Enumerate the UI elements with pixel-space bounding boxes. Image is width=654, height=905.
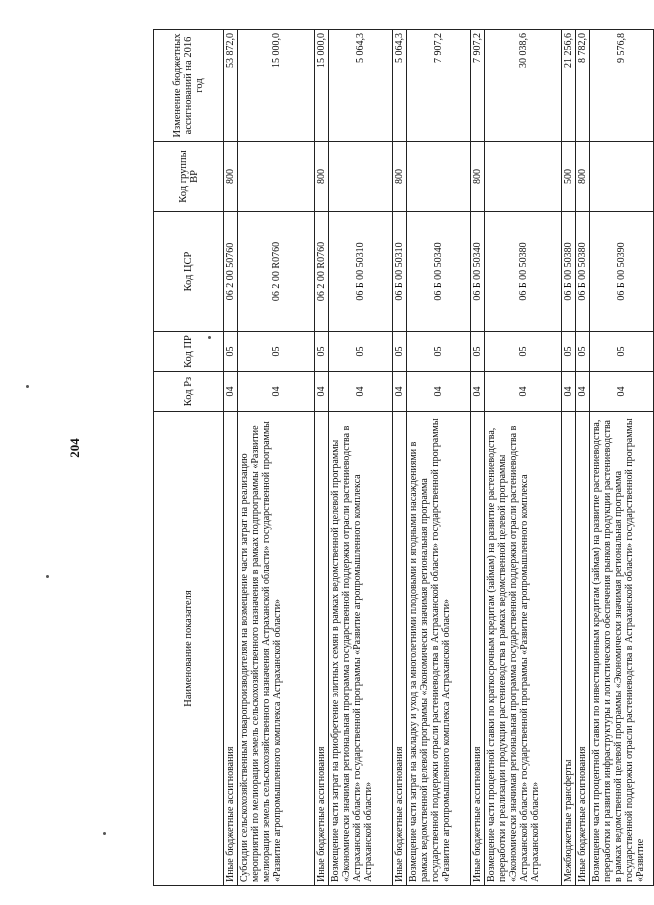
row-csr: 06 Б 00 50380 bbox=[485, 212, 562, 332]
row-vr bbox=[590, 142, 654, 212]
row-rz: 04 bbox=[329, 372, 393, 412]
row-csr: 06 Б 00 50390 bbox=[590, 212, 654, 332]
row-pr: 05 bbox=[393, 332, 407, 372]
row-vr: 800 bbox=[471, 142, 485, 212]
row-csr: 06 Б 00 50380 bbox=[576, 212, 590, 332]
row-vr: 800 bbox=[224, 142, 238, 212]
row-csr: 06 2 00 R0760 bbox=[238, 212, 315, 332]
row-name: Возмещение части затрат на приобретение элитных семян в рамках ведомственной целевой программы «Экономически значимая региональная программа государственной поддержки отрасли растениеводства в Астраханской области» государственной программы «Развитие агропромышленного комплекса Астраханской области» bbox=[329, 412, 393, 886]
row-rz: 04 bbox=[590, 372, 654, 412]
header-row bbox=[154, 30, 224, 886]
row-name: Субсидии сельскохозяйственным товаропроизводителям на возмещение части затрат на реализацию мероприятий по мелиорации земель сельскохозяйственного назначения в рамках подпрограммы «Развитие мелиорации земель сельскохозяйственного назначения Астраханской области» государственной программы «Развитие агропромышленного комплекса Астраханской области» bbox=[238, 412, 315, 886]
table-row bbox=[238, 30, 315, 886]
row-pr: 05 bbox=[224, 332, 238, 372]
row-amount: 15 000,0 bbox=[238, 30, 315, 142]
header-name: Наименование показателя bbox=[154, 412, 224, 886]
row-rz: 04 bbox=[238, 372, 315, 412]
row-vr bbox=[407, 142, 471, 212]
row-rz: 04 bbox=[576, 372, 590, 412]
row-amount: 5 064,3 bbox=[393, 30, 407, 142]
row-name: Возмещение части процентной ставки по краткосрочным кредитам (займам) на развитие растениеводства, переработки и реализации продукции растениеводства в рамках ведомственной целевой программы «Экономически значимая региональная программа государственной поддержки отрасли растениеводства в Астраханской области» государственной программы «Развитие агропромышленного комплекса Астраханской области» bbox=[485, 412, 562, 886]
table-row bbox=[407, 30, 471, 886]
budget-table-container bbox=[153, 30, 646, 886]
row-pr: 05 bbox=[562, 332, 576, 372]
row-csr: 06 Б 00 50310 bbox=[329, 212, 393, 332]
row-pr: 05 bbox=[407, 332, 471, 372]
row-name: Межбюджетные трансферты bbox=[562, 412, 576, 886]
row-csr: 06 Б 00 50340 bbox=[471, 212, 485, 332]
row-rz: 04 bbox=[393, 372, 407, 412]
row-pr: 05 bbox=[329, 332, 393, 372]
header-amount: Изменение бюджетных ассигнований на 2016 год bbox=[154, 30, 224, 142]
row-name: Иные бюджетные ассигнования bbox=[576, 412, 590, 886]
header-csr: Код ЦСР bbox=[154, 212, 224, 332]
row-csr: 06 Б 00 50340 bbox=[407, 212, 471, 332]
row-rz: 04 bbox=[407, 372, 471, 412]
table-row bbox=[562, 30, 576, 886]
row-pr: 05 bbox=[590, 332, 654, 372]
scan-dot bbox=[103, 832, 106, 835]
row-csr: 06 2 00 50760 bbox=[224, 212, 238, 332]
row-name: Возмещение части процентной ставки по инвестиционным кредитам (займам) на развитие растениеводства, переработки и развития инфраструктуры и логистического обеспечения рынков продукции растениеводства в рамках ведомственной целевой программы «Экономически значимая региональная программа государственной поддержки отрасли растениеводства в Астраханской области» государственной программы «Развитие bbox=[590, 412, 654, 886]
row-amount: 5 064,3 bbox=[329, 30, 393, 142]
row-amount: 15 000,0 bbox=[315, 30, 329, 142]
row-pr: 05 bbox=[471, 332, 485, 372]
row-csr: 06 Б 00 50310 bbox=[393, 212, 407, 332]
row-vr: 500 bbox=[562, 142, 576, 212]
rotated-sheet bbox=[153, 30, 646, 886]
row-pr: 05 bbox=[576, 332, 590, 372]
header-pr: Код ПР bbox=[154, 332, 224, 372]
row-name: Иные бюджетные ассигнования bbox=[224, 412, 238, 886]
row-name: Возмещение части затрат на закладку и уход за многолетними плодовыми и ягодными насаждениями в рамках ведомственной целевой программы «Экономически значимая региональная программа государственной поддержки отрасли растениеводства в Астраханской области» государственной программы «Развитие агропромышленного комплекса Астраханской области» bbox=[407, 412, 471, 886]
row-pr: 05 bbox=[315, 332, 329, 372]
scan-dot bbox=[26, 385, 29, 388]
row-rz: 04 bbox=[562, 372, 576, 412]
row-amount: 21 256,6 bbox=[562, 30, 576, 142]
row-pr: 05 bbox=[238, 332, 315, 372]
table-row bbox=[315, 30, 329, 886]
table-row bbox=[590, 30, 654, 886]
row-csr: 06 Б 00 50380 bbox=[562, 212, 576, 332]
header-vr: Код группы ВР bbox=[154, 142, 224, 212]
row-amount: 9 576,8 bbox=[590, 30, 654, 142]
scan-dot bbox=[46, 575, 49, 578]
table-row bbox=[329, 30, 393, 886]
row-amount: 7 907,2 bbox=[471, 30, 485, 142]
row-name: Иные бюджетные ассигнования bbox=[393, 412, 407, 886]
row-vr: 800 bbox=[576, 142, 590, 212]
row-rz: 04 bbox=[315, 372, 329, 412]
budget-table bbox=[153, 29, 654, 886]
row-csr: 06 2 00 R0760 bbox=[315, 212, 329, 332]
row-rz: 04 bbox=[471, 372, 485, 412]
row-amount: 8 782,0 bbox=[576, 30, 590, 142]
row-amount: 7 907,2 bbox=[407, 30, 471, 142]
row-rz: 04 bbox=[224, 372, 238, 412]
table-row bbox=[576, 30, 590, 886]
row-amount: 53 872,0 bbox=[224, 30, 238, 142]
row-amount: 30 038,6 bbox=[485, 30, 562, 142]
row-name: Иные бюджетные ассигнования bbox=[315, 412, 329, 886]
header-rz: Код Рз bbox=[154, 372, 224, 412]
row-rz: 04 bbox=[485, 372, 562, 412]
table-row bbox=[224, 30, 238, 886]
row-vr bbox=[485, 142, 562, 212]
row-pr: 05 bbox=[485, 332, 562, 372]
row-vr bbox=[238, 142, 315, 212]
page-number: 204 bbox=[67, 438, 82, 458]
row-vr: 800 bbox=[393, 142, 407, 212]
table-row bbox=[393, 30, 407, 886]
row-vr bbox=[329, 142, 393, 212]
row-name: Иные бюджетные ассигнования bbox=[471, 412, 485, 886]
table-row bbox=[471, 30, 485, 886]
row-vr: 800 bbox=[315, 142, 329, 212]
table-row bbox=[485, 30, 562, 886]
